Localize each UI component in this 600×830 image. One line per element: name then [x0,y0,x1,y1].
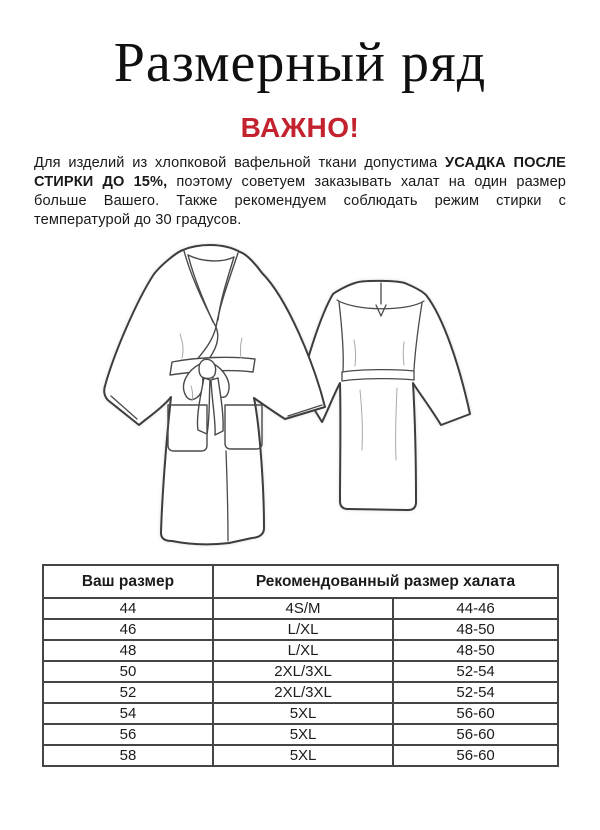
cell-letter-size: 2XL/3XL [213,682,393,703]
cell-size-range: 48-50 [393,640,558,661]
table-row [43,745,558,766]
robe-illustration [92,238,512,560]
cell-your-size: 50 [43,661,213,682]
cell-letter-size: L/XL [213,619,393,640]
table-row [43,640,558,661]
notice-text-bold: УСАДКА ПОСЛЕ СТИРКИ ДО 15%, [34,155,566,191]
cell-letter-size: 2XL/3XL [213,661,393,682]
table-row [43,598,558,619]
cell-your-size: 44 [43,598,213,619]
notice-text-after: поэтому советуем заказывать халат на один размер больше Вашего. Также рекомендуем соблюдать режим стирки с температурой до 30 градусов. [34,174,566,229]
cell-letter-size: 5XL [213,745,393,766]
cell-your-size: 58 [43,745,213,766]
table-row [43,703,558,724]
cell-size-range: 56-60 [393,745,558,766]
size-table-header-row [43,565,558,598]
cell-your-size: 56 [43,724,213,745]
cell-your-size: 48 [43,640,213,661]
cell-size-range: 52-54 [393,661,558,682]
header-recommended-size: Рекомендованный размер халата [213,565,558,598]
cell-your-size: 46 [43,619,213,640]
cell-your-size: 54 [43,703,213,724]
table-row [43,661,558,682]
cell-your-size: 52 [43,682,213,703]
cell-letter-size: 5XL [213,724,393,745]
cell-letter-size: L/XL [213,640,393,661]
cell-size-range: 52-54 [393,682,558,703]
cell-size-range: 44-46 [393,598,558,619]
size-table [42,564,559,767]
table-row [43,682,558,703]
important-heading: ВАЖНО! [240,112,360,144]
notice-text-before: Для изделий из хлопковой вафельной ткани допустима [34,155,438,172]
cell-size-range: 56-60 [393,703,558,724]
cell-size-range: 48-50 [393,619,558,640]
cell-size-range: 56-60 [393,724,558,745]
page-title: Размерный ряд [113,32,487,94]
robe-back-view [300,281,470,510]
header-your-size: Ваш размер [43,565,213,598]
cell-letter-size: 4S/M [213,598,393,619]
notice-paragraph [34,154,566,230]
table-row [43,724,558,745]
cell-letter-size: 5XL [213,703,393,724]
table-row [43,619,558,640]
